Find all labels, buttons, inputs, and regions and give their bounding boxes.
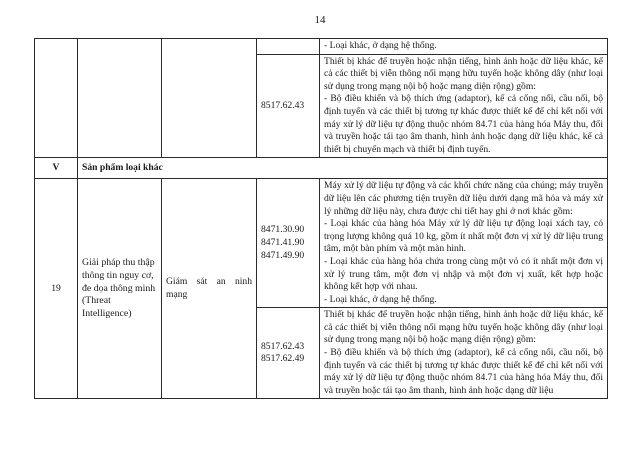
goods-table [34, 38, 608, 399]
description-cell [320, 54, 608, 158]
description-line: Thiết bị khác để truyền hoặc nhận tiếng, hình ảnh hoặc dữ liệu khác, kể cả các thiết bị viễn thông nối mạng hữu tuyến hoặc không dây (như loại sử dụng trong mạng nội bộ hoặc mạng diện rộng) gồm: [324, 309, 603, 346]
hs-code: 8471.30.90 [261, 224, 305, 236]
item-number: 19 [35, 179, 78, 399]
table-row [35, 179, 608, 308]
empty-cell [257, 39, 320, 55]
hs-code: 8471.49.90 [261, 249, 305, 261]
product-name: Giải pháp thu thập thông tin nguy cơ, đe dọa thông minh (Threat Intelligence) [78, 179, 162, 399]
hs-code: 8517.62.49 [261, 353, 305, 365]
empty-cell [78, 39, 162, 158]
table-row [35, 39, 608, 55]
page-number: 14 [314, 14, 326, 26]
description-cell [320, 308, 608, 399]
empty-cell [162, 39, 257, 158]
description-line: - Bộ điều khiển và bộ thích ứng (adaptor), kể cả cổng nối, cầu nối, bộ định tuyến và các thiết bị tương tự khác được thiết kế để chỉ kết nối với máy xử lý dữ liệu tự động thuộc nhóm 84.71 của hàng hóa Máy thu, đổi và truyền hoặc tái tạo âm thanh, hình ảnh hoặc dạng dữ liệu [324, 347, 603, 396]
description-line: - Loại khác của hàng hóa Máy xử lý dữ liệu tự động loại xách tay, có trọng lượng không quá 10 kg, gồm ít nhất một đơn vị xử lý dữ liệu trung tâm, một bàn phím và một màn hình. [324, 218, 603, 255]
description-cell [320, 179, 608, 308]
section-number: V [35, 158, 78, 179]
hs-code: 8471.41.90 [261, 237, 305, 249]
hs-code-cell [257, 308, 320, 399]
description-line: - Loại khác của hàng hóa chứa trong cùng một vỏ có ít nhất một đơn vị xử lý trung tâm, một đơn vị nhập và một đơn vị xuất, kết hợp hoặc không kết hợp với nhau. [324, 255, 603, 293]
description-line: - Bộ điều khiển và bộ thích ứng (adaptor), kể cả cổng nối, cầu nối, bộ định tuyến và các thiết bị tương tự khác được thiết kế để chỉ kết nối với máy xử lý dữ liệu tự động thuộc nhóm 84.71 của hàng hóa Máy thu, đổi và truyền hoặc tái tạo âm thanh, hình ảnh hoặc dạng dữ liệu khác, kể cả thiết bị chuyển mạch và thiết bị định tuyến. [324, 93, 603, 155]
hs-code: 8517.62.43 [261, 99, 305, 111]
hs-code-cell [257, 179, 320, 308]
empty-cell [35, 39, 78, 158]
hs-code: 8517.62.43 [261, 340, 305, 352]
section-row [35, 158, 608, 179]
hs-code-cell [257, 54, 320, 158]
section-title: Sản phẩm loại khác [78, 158, 608, 179]
description-cell [320, 39, 608, 55]
description-line: - Loại khác, ở dạng hệ thống. [324, 40, 437, 51]
description-line: Thiết bị khác để truyền hoặc nhận tiếng, hình ảnh hoặc dữ liệu khác, kể cả các thiết bị viễn thông nối mạng hữu tuyến hoặc không dây (như loại sử dụng trong mạng nội bộ hoặc mạng diện rộng) gồm: [324, 55, 603, 92]
description-line: Máy xử lý dữ liệu tự động và các khối chức năng của chúng; máy truyền dữ liệu lên các phương tiện truyền dữ liệu dưới dạng mã hóa và máy xử lý những dữ liệu này, chưa được chi tiết hay ghi ở nơi khác gồm: [324, 180, 603, 217]
description-line: - Loại khác, ở dạng hệ thống. [324, 293, 437, 305]
product-category: Giám sát an ninh mạng [162, 179, 257, 399]
